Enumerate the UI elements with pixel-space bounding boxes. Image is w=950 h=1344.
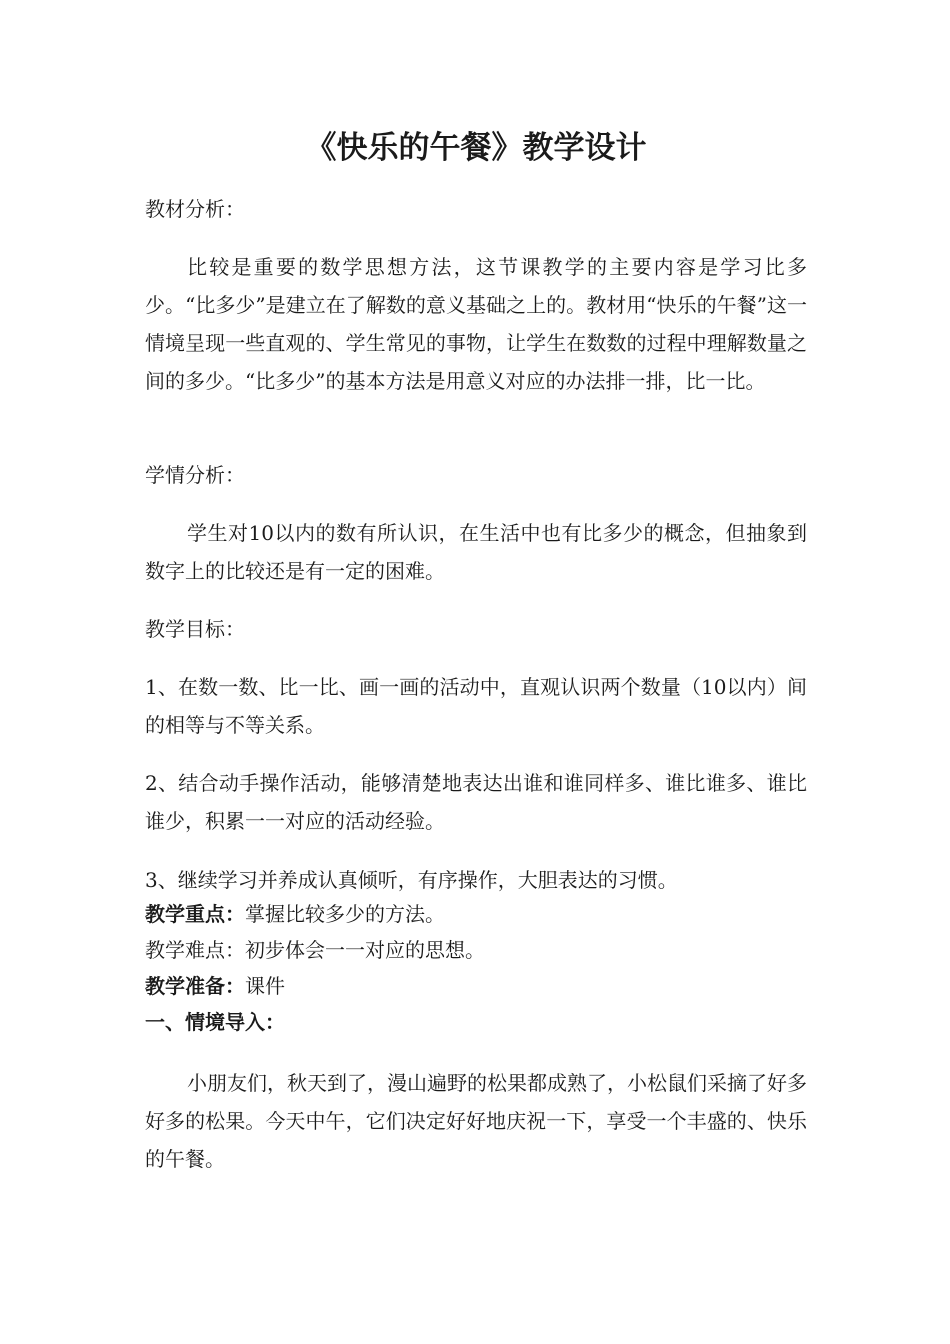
key-point-value: 掌握比较多少的方法。 — [245, 902, 445, 926]
key-point-label: 教学重点： — [145, 902, 245, 926]
student-analysis-paragraph: 学生对10以内的数有所认识，在生活中也有比多少的概念，但抽象到数字上的比较还是有一定的困难。 — [145, 521, 807, 583]
difficulty-value: 初步体会一一对应的思想。 — [245, 938, 485, 962]
section-one-heading: 一、情境导入： — [145, 1010, 285, 1034]
section-one-paragraph: 小朋友们，秋天到了，漫山遍野的松果都成熟了，小松鼠们采摘了好多好多的松果。今天中午，它们决定好好地庆祝一下，享受一个丰盛的、快乐的午餐。 — [145, 1071, 807, 1171]
objective-item-3: 3、继续学习并养成认真倾听，有序操作，大胆表达的习惯。 — [145, 868, 678, 892]
key-point-line — [145, 896, 807, 932]
document-page — [145, 0, 807, 1344]
objective-item-2: 2、结合动手操作活动，能够清楚地表达出谁和谁同样多、谁比谁多、谁比谁少，积累一一对应的活动经验。 — [145, 771, 807, 833]
preparation-line — [145, 968, 807, 1004]
preparation-value: 课件 — [245, 974, 285, 998]
preparation-label: 教学准备： — [145, 974, 245, 998]
material-analysis-heading: 教材分析： — [145, 197, 245, 221]
document-title: 《快乐的午餐》教学设计 — [305, 130, 647, 166]
difficulty-line — [145, 932, 807, 968]
material-analysis-paragraph: 比较是重要的数学思想方法，这节课教学的主要内容是学习比多少。“比多少”是建立在了解数的意义基础之上的。教材用“快乐的午餐”这一情境呈现一些直观的、学生常见的事物，让学生在数数的过程中理解数量之间的多少。“比多少”的基本方法是用意义对应的办法排一排，比一比。 — [145, 255, 807, 393]
student-analysis-heading: 学情分析： — [145, 463, 245, 487]
objective-item-1: 1、在数一数、比一比、画一画的活动中，直观认识两个数量（10以内）间的相等与不等关系。 — [145, 675, 807, 737]
difficulty-label: 教学难点： — [145, 938, 245, 962]
objectives-heading: 教学目标： — [145, 617, 245, 641]
